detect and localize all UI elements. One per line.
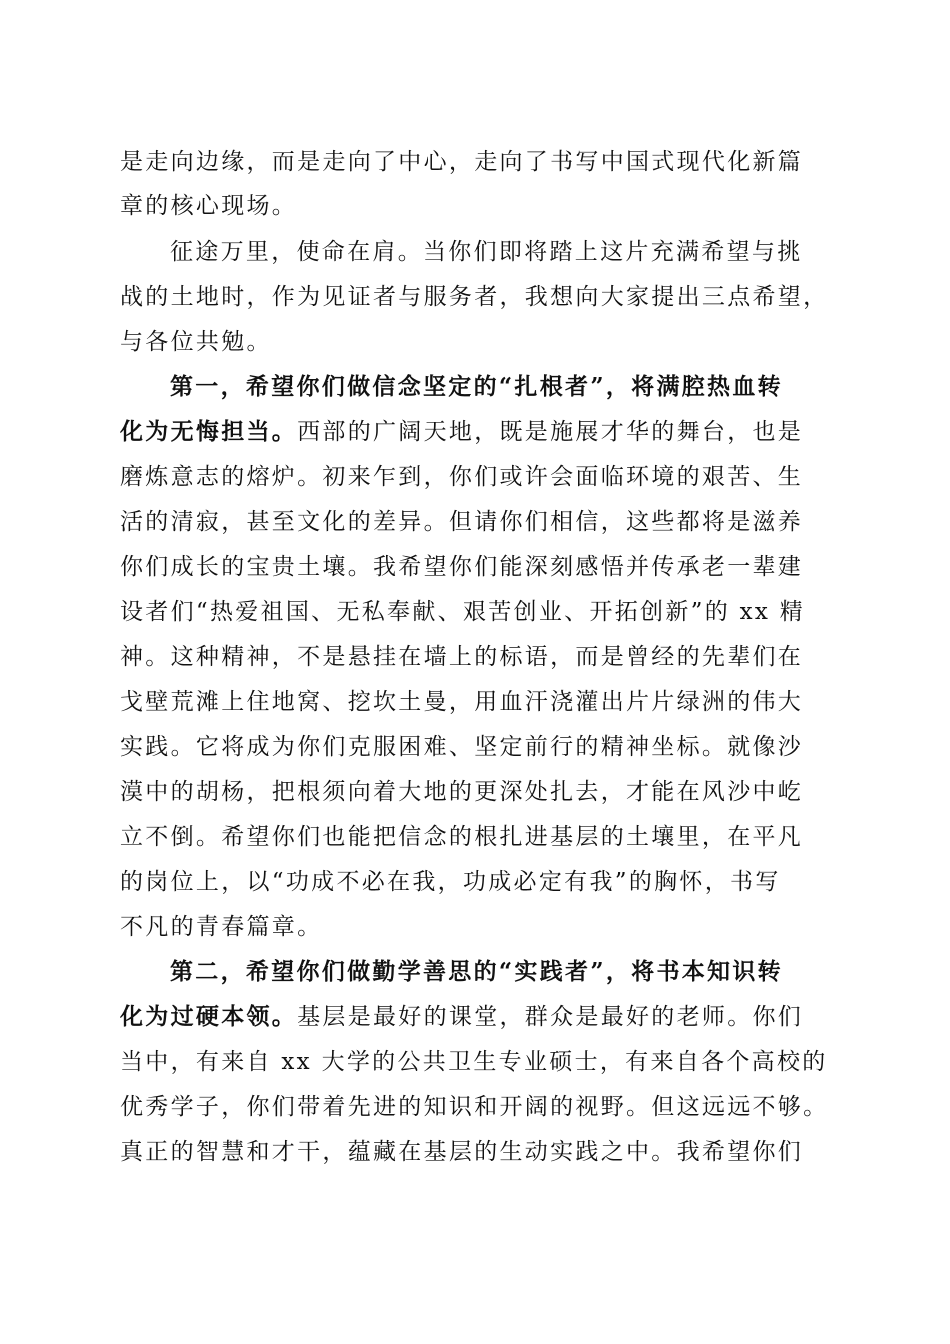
text-line: 章的核心现场。 <box>120 193 298 219</box>
text-line: 是走向边缘，而是走向了中心，走向了书写中国式现代化新篇 <box>120 149 804 175</box>
text-line <box>120 993 832 1041</box>
text-line: 的岗位上，以“功成不必在我，功成必定有我”的胸怀，书写 <box>120 869 781 895</box>
text-line: 战的土地时，作为见证者与服务者，我想向大家提出三点希望， <box>120 284 829 310</box>
text-line: 立不倒。希望你们也能把信念的根扎进基层的土壤里，在平凡 <box>120 824 804 850</box>
text-segment: 西部的广阔天地，既是施展才华的舞台，也是 <box>297 419 804 445</box>
text-line: 漠中的胡杨，把根须向着大地的更深处扎去，才能在风沙中屹 <box>120 779 804 805</box>
text-segment: 基层是最好的课堂，群众是最好的老师。你们 <box>297 1004 804 1030</box>
text-line <box>120 408 832 456</box>
text-line: 磨炼意志的熔炉。初来乍到，你们或许会面临环境的艰苦、生 <box>120 464 804 490</box>
text-line: 真正的智慧和才干，蕴藏在基层的生动实践之中。我希望你们 <box>120 1139 804 1165</box>
text-line: 实践。它将成为你们克服困难、坚定前行的精神坐标。就像沙 <box>120 734 804 760</box>
text-line: 不凡的青春篇章。 <box>120 914 323 940</box>
point-two-heading-end: 化为过硬本领。 <box>120 1003 298 1030</box>
paragraph-start: 征途万里，使命在肩。当你们即将踏上这片充满希望与挑 <box>170 239 803 265</box>
text-line: 当中，有来自 xx 大学的公共卫生专业硕士，有来自各个高校的 <box>120 1049 828 1075</box>
point-one-heading-end: 化为无悔担当。 <box>120 418 298 445</box>
text-line: 戈壁荒滩上住地窝、挖坎土曼，用血汗浇灌出片片绿洲的伟大 <box>120 689 804 715</box>
text-line: 优秀学子，你们带着先进的知识和开阔的视野。但这远远不够。 <box>120 1094 829 1120</box>
text-line: 你们成长的宝贵土壤。我希望你们能深刻感悟并传承老一辈建 <box>120 554 804 580</box>
text-line: 神。这种精神，不是悬挂在墙上的标语，而是曾经的先辈们在 <box>120 644 804 670</box>
point-one-heading: 第一，希望你们做信念坚定的“扎根者”，将满腔热血转 <box>170 373 783 400</box>
point-two-heading: 第二，希望你们做勤学善思的“实践者”，将书本知识转 <box>170 958 783 985</box>
text-line: 设者们“热爱祖国、无私奉献、艰苦创业、开拓创新”的 xx 精 <box>120 599 806 625</box>
text-line: 活的清寂，甚至文化的差异。但请你们相信，这些都将是滋养 <box>120 509 804 535</box>
text-line: 与各位共勉。 <box>120 329 272 355</box>
